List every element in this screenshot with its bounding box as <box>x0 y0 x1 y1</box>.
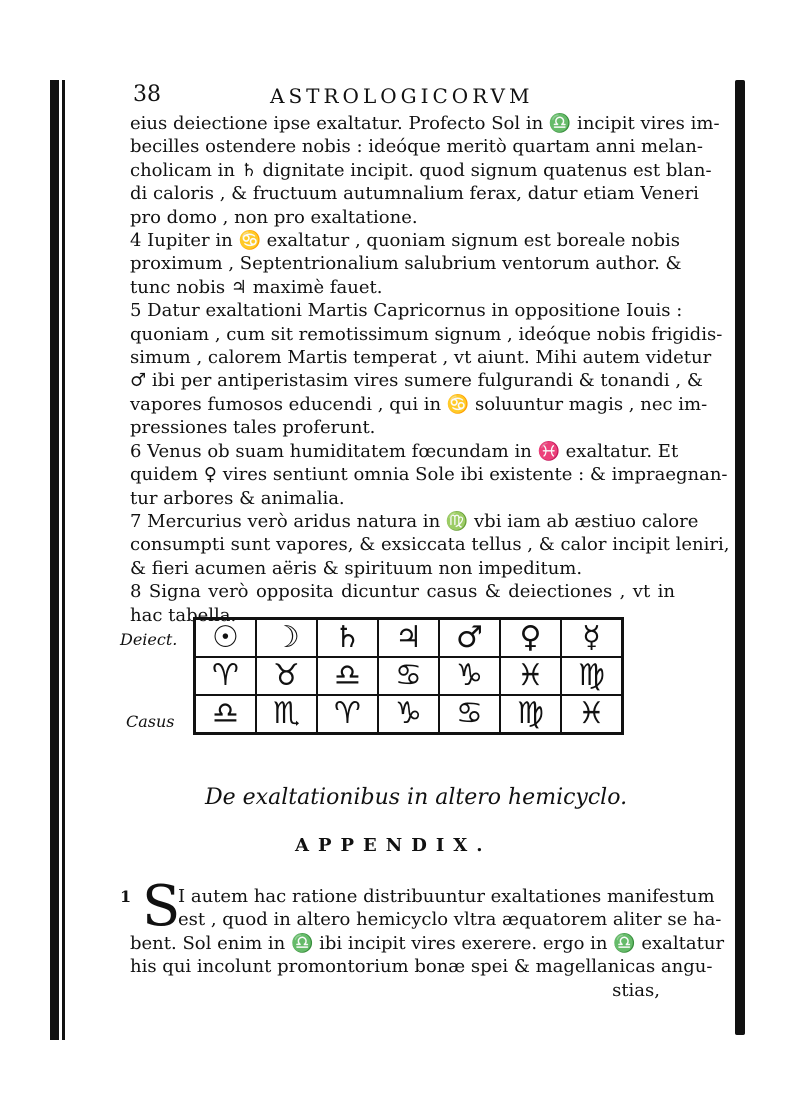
text-line: 4 Iupiter in ♋ exaltatur , quoniam signum est boreale nobis <box>130 230 681 252</box>
binding-edge-left-inner <box>62 80 65 1040</box>
text-line: vapores fumosos educendi , qui in ♋ soluuntur magis , nec im- <box>130 393 708 415</box>
sign-cell: ♍ <box>561 657 623 695</box>
sign-cell: ♈ <box>195 657 257 695</box>
text-line: & fieri acumen aëris & spirituum non impeditum. <box>130 557 583 579</box>
sign-cell: ♎ <box>317 657 378 695</box>
text-line: 8 Signa verò opposita dicuntur casus & deiectiones , vt in <box>130 581 675 603</box>
label-deiectiones: Deiect. <box>120 630 178 649</box>
text-line: pro domo , non pro exaltatione. <box>130 206 418 228</box>
sign-cell: ♓ <box>500 657 561 695</box>
text-line: di caloris , & fructuum autumnalium ferax, datur etiam Veneri <box>130 183 699 205</box>
sign-cell: ♋ <box>439 695 500 734</box>
exaltation-table <box>193 617 624 735</box>
text-line: I autem hac ratione distribuuntur exaltationes manifestum <box>178 886 715 907</box>
planet-cell: ☿ <box>561 619 623 658</box>
page-body <box>130 82 730 627</box>
drop-cap: S <box>142 874 181 939</box>
appendix-text <box>130 885 725 1002</box>
sign-cell: ♎ <box>195 695 257 734</box>
text-line: becilles ostendere nobis : ideóque meritò quartam anni melan- <box>130 136 703 158</box>
text-line: 6 Venus ob suam humiditatem fœcundam in ♓ exaltatur. Et <box>130 440 679 462</box>
page-number: 38 <box>133 82 161 107</box>
label-casus: Casus <box>126 712 175 731</box>
text-line: hac tabella. <box>130 604 237 626</box>
planet-cell: ♃ <box>378 619 439 658</box>
planet-cell: ♀ <box>500 619 561 658</box>
appendix-paragraph <box>120 874 725 1002</box>
sign-cell: ♈ <box>317 695 378 734</box>
text-line: his qui incolunt promontorium bonæ spei & magellanicas angu- <box>130 956 713 978</box>
text-line: eius deiectione ipse exaltatur. Profecto Sol in ♎ incipit vires im- <box>130 113 720 134</box>
paragraph-number: 1 <box>120 887 132 906</box>
text-line: proximum , Septentrionalium salubrium ventorum author. & <box>130 253 682 275</box>
binding-edge-left <box>50 80 59 1040</box>
text-line: bent. Sol enim in ♎ ibi incipit vires exerere. ergo in ♎ exaltatur <box>130 932 725 954</box>
text-line: simum , calorem Martis temperat , vt aiunt. Mihi autem videtur <box>130 347 712 369</box>
body-text <box>130 112 730 627</box>
text-line: pressiones tales proferunt. <box>130 417 376 439</box>
sign-cell: ♋ <box>378 657 439 695</box>
appendix-heading: APPENDIX. <box>295 835 492 856</box>
text-line: consumpti sunt vapores, & exsiccata tellus , & calor incipit leniri, <box>130 534 730 556</box>
sign-cell: ♑ <box>378 695 439 734</box>
text-line: est , quod in altero hemicyclo vltra æquatorem aliter se ha- <box>178 909 722 931</box>
table-row-casus <box>195 695 623 734</box>
binding-edge-right <box>735 80 745 1035</box>
text-line: tur arbores & animalia. <box>130 487 345 509</box>
sign-cell: ♏ <box>256 695 317 734</box>
text-line: ♂ ibi per antiperistasim vires sumere fulgurandi & tonandi , & <box>130 370 703 392</box>
text-line: 7 Mercurius verò aridus natura in ♍ vbi iam ab æstiuo calore <box>130 510 699 532</box>
running-head: ASTROLOGICORVM <box>270 84 534 108</box>
sign-cell: ♍ <box>500 695 561 734</box>
planet-cell: ♂ <box>439 619 500 658</box>
text-line: quidem ♀ vires sentiunt omnia Sole ibi existente : & impraegnan- <box>130 464 728 486</box>
planet-cell: ☽ <box>256 619 317 658</box>
text-line: 5 Datur exaltationi Martis Capricornus in oppositione Iouis : <box>130 300 683 322</box>
planet-cell: ♄ <box>317 619 378 658</box>
table-row-deiectiones <box>195 657 623 695</box>
text-line: cholicam in ♄ dignitate incipit. quod signum quatenus est blan- <box>130 159 712 181</box>
table-row-planets <box>195 619 623 658</box>
section-title: De exaltationibus in altero hemicyclo. <box>205 785 628 810</box>
sign-cell: ♓ <box>561 695 623 734</box>
page-header <box>130 82 675 112</box>
sign-cell: ♉ <box>256 657 317 695</box>
text-line: quoniam , cum sit remotissimum signum , ideóque nobis frigidis- <box>130 323 723 345</box>
sign-cell: ♑ <box>439 657 500 695</box>
text-line: tunc nobis ♃ maximè fauet. <box>130 276 383 298</box>
text-line: stias, <box>612 979 660 1001</box>
planet-cell: ☉ <box>195 619 257 658</box>
